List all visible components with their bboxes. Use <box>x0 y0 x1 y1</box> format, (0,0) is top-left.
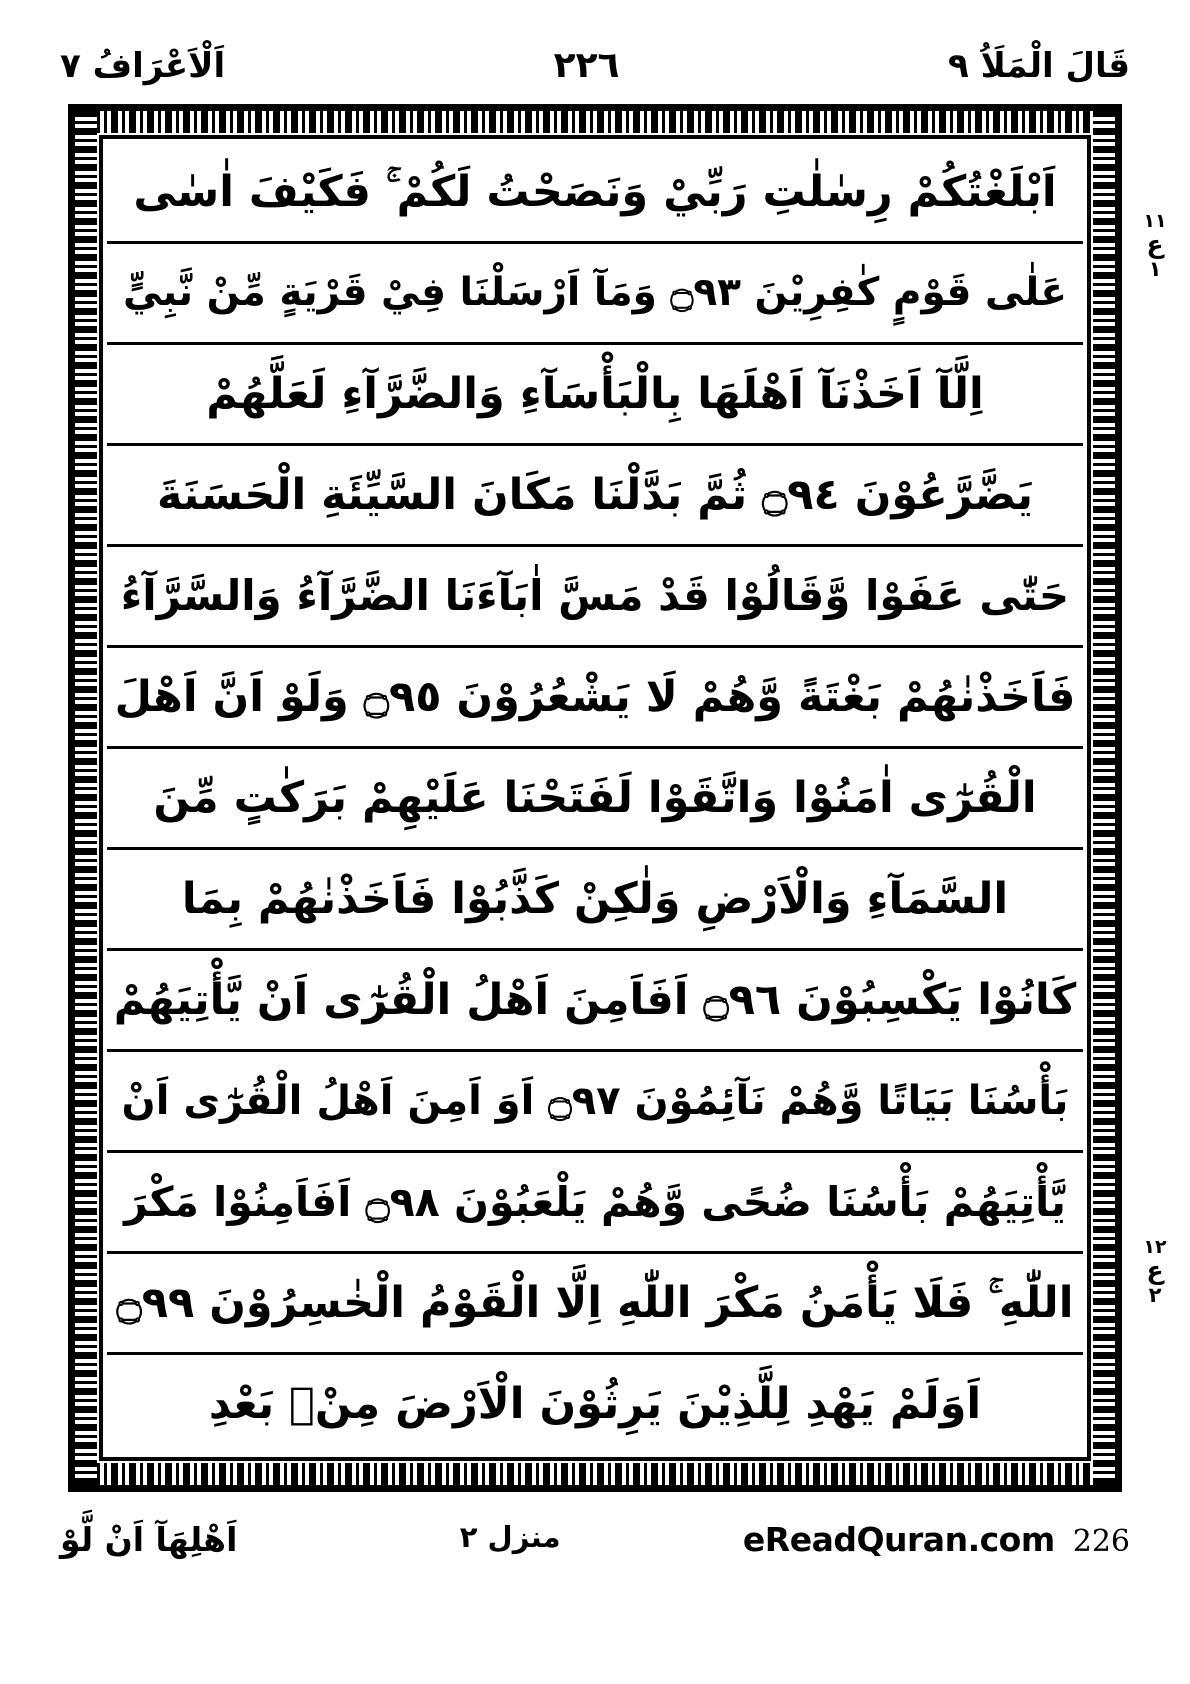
ayah-text: فَاَخَذْنٰهُمْ بَغْتَةً وَّهُمْ لَا يَشْعُرُوْنَ ۝٩٥ وَلَوْ اَنَّ اَهْلَ <box>114 671 1076 722</box>
ruku-ain-glyph: ع <box>1146 1255 1164 1285</box>
ayah-line <box>107 446 1083 547</box>
ayah-line <box>107 547 1083 648</box>
ruku-ain-glyph: ع <box>1146 229 1164 259</box>
ayah-line <box>107 1153 1083 1254</box>
ayah-text: يَضَّرَّعُوْنَ ۝٩٤ ثُمَّ بَدَّلْنَا مَكَانَ السَّيِّئَةِ الْحَسَنَةَ <box>156 469 1034 520</box>
manzil-label: منزل ٢ <box>459 1520 561 1554</box>
ayah-text: الْقُرٰٓى اٰمَنُوْا وَاتَّقَوْا لَفَتَحْنَا عَلَيْهِمْ بَرَكٰتٍ مِّنَ <box>153 772 1037 823</box>
page-number-latin: 226 <box>1072 1524 1130 1559</box>
ayah-text: حَتّٰى عَفَوْا وَّقَالُوْا قَدْ مَسَّ اٰبَآءَنَا الضَّرَّآءُ وَالسَّرَّآءُ <box>120 571 1070 621</box>
ayah-text: اِلَّآ اَخَذْنَآ اَهْلَهَا بِالْبَأْسَآءِ وَالضَّرَّآءِ لَعَلَّهُمْ <box>206 368 984 419</box>
ayah-lines <box>107 143 1083 1453</box>
ayah-line <box>107 749 1083 850</box>
juz-title: قَالَ الْمَلَاُ ٩ <box>948 46 1130 86</box>
frame-ornament-right <box>1093 111 1115 1485</box>
ruku-number: ١١ <box>1143 210 1167 232</box>
ayah-line <box>107 143 1083 244</box>
ruku-count: ١ <box>1148 257 1162 282</box>
ayah-text: بَأْسُنَا بَيَاتًا وَّهُمْ نَآئِمُوْنَ ۝٩٧ اَوَ اَمِنَ اَهْلُ الْقُرٰٓى اَنْ <box>121 1077 1069 1124</box>
text-frame-inner <box>99 135 1091 1461</box>
ayah-text: عَلٰى قَوْمٍ كٰفِرِيْنَ ۝٩٣ وَمَآ اَرْسَلْنَا فِيْ قَرْيَةٍ مِّنْ نَّبِيٍّ <box>122 270 1068 316</box>
site-brand[interactable]: eReadQuran.com <box>742 1520 1055 1559</box>
ayah-text: اللّٰهِ ۚ فَلَا يَأْمَنُ مَكْرَ اللّٰهِ اِلَّا الْقَوْمُ الْخٰسِرُوْنَ ۝٩٩ <box>116 1277 1074 1328</box>
brand-area <box>743 1520 1130 1559</box>
ayah-text: اَوَلَمْ يَهْدِ لِلَّذِيْنَ يَرِثُوْنَ الْاَرْضَ مِنْۢ بَعْدِ <box>208 1378 982 1429</box>
ruku-number: ١٢ <box>1143 1236 1167 1258</box>
ayah-line <box>107 648 1083 749</box>
ayah-line <box>107 951 1083 1052</box>
catchword: اَهْلِهَآ اَنْ لَّوْ <box>60 1520 238 1559</box>
ayah-line <box>107 1052 1083 1153</box>
ayah-line <box>107 1355 1083 1453</box>
ayah-line <box>107 1254 1083 1355</box>
page-header <box>60 38 1130 94</box>
ayah-text: اَبْلَغْتُكُمْ رِسٰلٰتِ رَبِّيْ وَنَصَحْتُ لَكُمْ ۚ فَكَيْفَ اٰسٰى <box>133 166 1057 217</box>
ruku-marker <box>1134 212 1176 280</box>
ayah-line <box>107 244 1083 345</box>
page-footer <box>60 1520 1130 1600</box>
text-frame <box>68 104 1122 1492</box>
frame-ornament-bottom <box>75 1463 1115 1485</box>
page-number-arabic: ٢٢٦ <box>553 45 620 86</box>
ayah-line <box>107 850 1083 951</box>
surah-title: اَلْاَعْرَافُ ٧ <box>60 46 226 86</box>
ayah-line <box>107 345 1083 446</box>
ruku-count: ٢ <box>1148 1283 1162 1308</box>
ayah-text: يَّأْتِيَهُمْ بَأْسُنَا ضُحًى وَّهُمْ يَلْعَبُوْنَ ۝٩٨ اَفَاَمِنُوْا مَكْرَ <box>124 1177 1066 1226</box>
frame-ornament-left <box>75 111 97 1485</box>
frame-ornament-top <box>75 111 1115 133</box>
ruku-marker <box>1134 1238 1176 1306</box>
ayah-text: كَانُوْا يَكْسِبُوْنَ ۝٩٦ اَفَاَمِنَ اَهْلُ الْقُرٰٓى اَنْ يَّأْتِيَهُمْ <box>113 974 1077 1025</box>
ayah-text: السَّمَآءِ وَالْاَرْضِ وَلٰكِنْ كَذَّبُوْا فَاَخَذْنٰهُمْ بِمَا <box>181 873 1009 924</box>
